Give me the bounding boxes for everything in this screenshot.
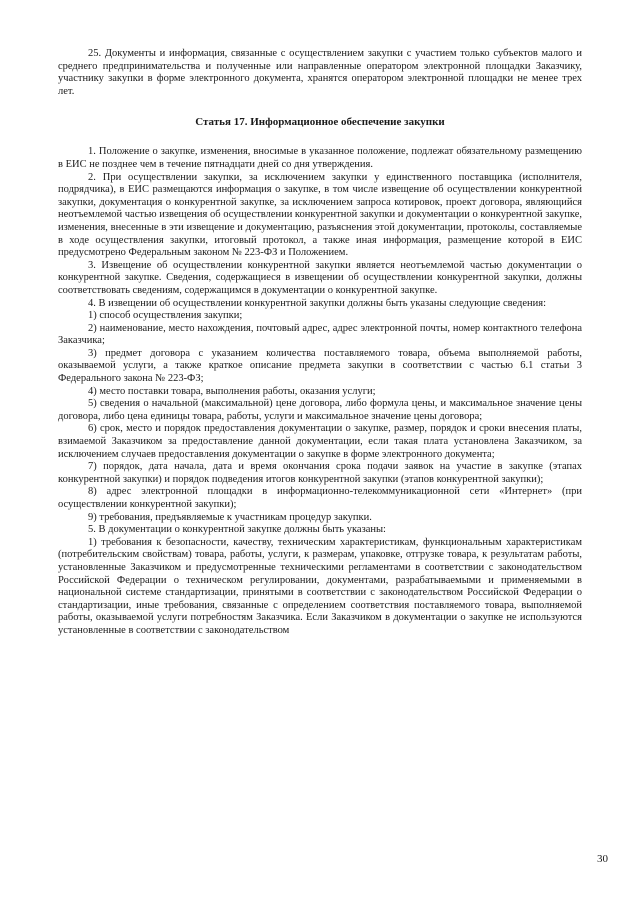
list-item: 1) способ осуществления закупки; bbox=[88, 310, 243, 322]
paragraph: 2. При осуществлении закупки, за исключением закупки у единственного поставщика (исполнителя, подрядчика), в ЕИС размещаются информация о закупке, в том числе извещение об осуществлении конкурентной закупки, документация о конкурентной закупке, за исключением запроса котировок, проект договора, являющийся неотъемлемой частью извещения об осуществлении конкурентной закупки и документации о конкурентной закупке, изменения, внесенные в эти извещение и документацию, разъяснения этой документации, протоколы, составляемые в ходе осуществления закупки, итоговый протокол, а также иная информация, размещение которой в ЕИС предусмотрено Федеральным законом № 223-ФЗ и Положением. bbox=[58, 171, 582, 259]
article-title: Статья 17. Информационное обеспечение закупки bbox=[195, 116, 445, 129]
list-item: 6) срок, место и порядок предоставления документации о закупке, размер, порядок и сроки внесения платы, взимаемой Заказчиком за предоставление данной документации, если такая плата установлена Заказчиком, за исключением случаев предоставления документации о закупке в форме электронного документа; bbox=[58, 423, 582, 460]
list-item: 8) адрес электронной площадки в информационно-телекоммуникационной сети «Интернет» (при осуществлении конкурентной закупки); bbox=[58, 486, 582, 510]
list-item: 1) требования к безопасности, качеству, техническим характеристикам, функциональным характеристикам (потребительским свойствам) товара, работы, услуги, к размерам, упаковке, отгрузке товара, к результатам работы, установленные Заказчиком и предусмотренные техническими регламентами в соответствии с законодательством Российской Федерации о техническом регулировании, документами, разрабатываемыми и применяемыми в национальной системе стандартизации, принятыми в соответствии с законодательством Российской Федерации о стандартизации, иные требования, связанные с определением соответствия поставляемого товара, выполняемой работы, оказываемой услуги потребностям Заказчика. Если Заказчиком в документации о закупке не используются установленные в соответствии с законодательством bbox=[58, 536, 582, 636]
top-paragraph: 25. Документы и информация, связанные с осуществлением закупки с участием только субъектов малого и среднего предпринимательства и полученные или направленные оператором электронной площадки Заказчику, участнику закупки в форме электронного документа, хранятся оператором электронной площадки не менее трех лет. bbox=[58, 48, 582, 97]
list-item: 7) порядок, дата начала, дата и время окончания срока подачи заявок на участие в закупке (этапах конкурентной закупки) и порядок подведения итогов конкурентной закупки (этапов конкурентной закупки); bbox=[58, 461, 582, 485]
paragraph: 4. В извещении об осуществлении конкурентной закупки должны быть указаны следующие сведения: bbox=[88, 297, 547, 309]
page-number: 30 bbox=[597, 853, 608, 865]
list-item: 9) требования, предъявляемые к участникам процедур закупки. bbox=[88, 511, 372, 523]
list-item: 3) предмет договора с указанием количества поставляемого товара, объема выполняемой работы, оказываемой услуги, а также краткое описание предмета закупки в соответствии с частью 6.1 статьи 3 Федерального закона № 223-ФЗ; bbox=[58, 347, 582, 385]
list-item: 2) наименование, место нахождения, почтовый адрес, адрес электронной почты, номер контактного телефона Заказчика; bbox=[58, 322, 582, 347]
paragraph: 3. Извещение об осуществлении конкурентной закупки является неотъемлемой частью документации о конкурентной закупке. Сведения, содержащиеся в извещении об осуществлении конкурентной закупки, должны соответствовать сведениям, содержащимся в документации о конкурентной закупке. bbox=[58, 259, 582, 296]
list-item: 5) сведения о начальной (максимальной) цене договора, либо формула цены, и максимальное значение цены договора, либо цена единицы товара, работы, услуги и максимальное значение цены договора; bbox=[58, 398, 582, 422]
article-body bbox=[58, 146, 582, 637]
paragraph: 1. Положение о закупке, изменения, вносимые в указанное положение, подлежат обязательному размещению в ЕИС не позднее чем в течение пятнадцати дней со дня утверждения. bbox=[58, 146, 582, 170]
list-item: 4) место поставки товара, выполнения работы, оказания услуги; bbox=[88, 385, 376, 397]
paragraph: 5. В документации о конкурентной закупке должны быть указаны: bbox=[88, 524, 386, 536]
